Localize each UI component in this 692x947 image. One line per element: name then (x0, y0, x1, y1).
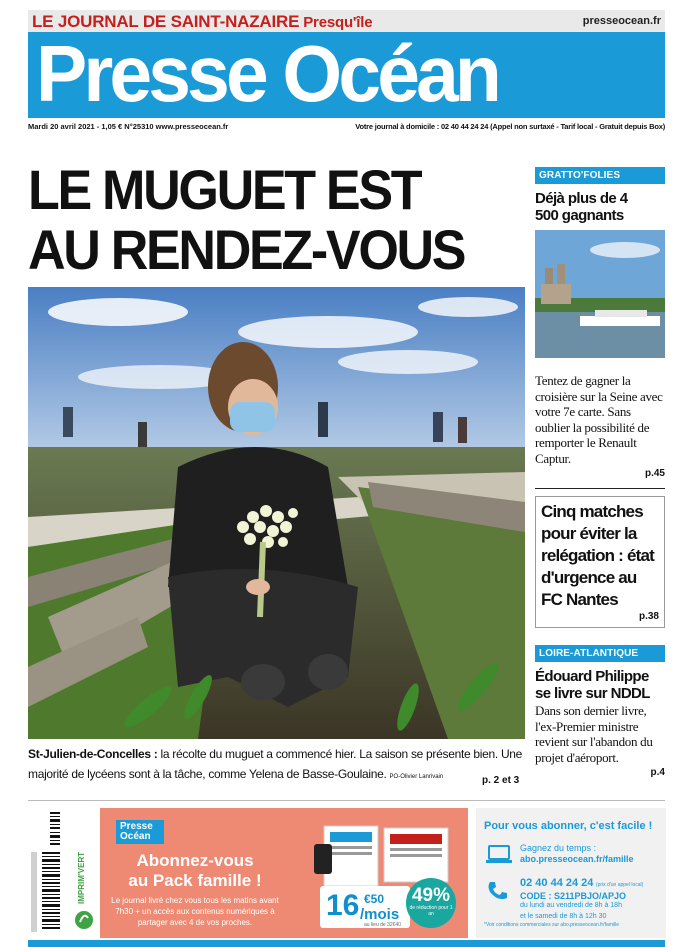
caption-place: St-Julien-de-Concelles : (28, 747, 158, 761)
price-value: 16 (326, 889, 360, 922)
main-headline (28, 160, 493, 280)
subs-web (520, 843, 634, 865)
headline-line-1: LE MUGUET EST (28, 158, 421, 221)
fc-nantes-box (535, 496, 665, 628)
bottom-bar (28, 940, 665, 947)
issue-info-line (28, 122, 665, 134)
loire-page-ref: p.4 (650, 767, 665, 778)
gratto-title: Déjà plus de 4 500 gagnants (535, 190, 628, 224)
discount-value: 49% (411, 885, 451, 906)
loire-title: Édouard Philippe se livre sur NDDL (535, 668, 650, 702)
lily-of-the-valley-harvest-photo (28, 287, 525, 739)
ad-logo: Presse Océan (116, 820, 164, 844)
journal-name (32, 12, 372, 32)
journal-label: LE JOURNAL DE SAINT-NAZAIRE (32, 12, 300, 31)
sidebar-divider (535, 488, 665, 489)
subs-hours-1: du lundi au vendredi de 8h à 18h (520, 902, 622, 909)
section-tag-loire: LOIRE-ATLANTIQUE (535, 645, 665, 662)
price-unit: /mois (360, 906, 400, 923)
phone-icon (486, 880, 508, 902)
subs-code: CODE : S211PBJO/APJO (520, 890, 627, 901)
headline-line-2: AU RENDEZ-VOUS (28, 218, 465, 281)
cruise-photo (535, 230, 665, 358)
fc-nantes-page-ref: p.38 (638, 611, 659, 622)
edition-label: Presqu'île (303, 14, 373, 31)
photo-credit: PO-Olivier Lanrivain (389, 774, 444, 780)
ad-headline-2: au Pack famille ! (128, 871, 262, 890)
main-photo (28, 287, 525, 739)
ad-price (320, 886, 410, 928)
main-page-reference: p. 2 et 3 (482, 775, 520, 786)
price-cents: €50 (364, 892, 385, 906)
masthead-banner (28, 32, 665, 118)
subs-phone-number[interactable]: 02 40 44 24 24 (520, 877, 594, 889)
barcode (28, 808, 64, 936)
ad-headline (110, 851, 280, 891)
subscription-ad[interactable] (100, 808, 468, 938)
subs-web-url[interactable]: abo.presseocean.fr/famille (520, 854, 634, 864)
section-tag-gratto: GRATTO'FOLIES (535, 167, 665, 184)
sidebar-gratto (535, 167, 665, 224)
newspaper-logo: Presse Océan (36, 32, 499, 118)
subs-title: Pour vous abonner, c'est facile ! (484, 820, 653, 832)
fc-nantes-title: Cinq matches pour éviter la relégation : état d'urgence au FC Nantes (541, 502, 654, 609)
subs-web-label: Gagnez du temps : (520, 843, 597, 853)
discount-badge (406, 878, 456, 928)
subscription-info (476, 808, 666, 938)
gratto-page-ref: p.45 (644, 468, 665, 479)
masthead-topbar (28, 10, 665, 32)
imprim-vert-label: IMPRIM'VERT (77, 851, 86, 904)
footer-divider (28, 800, 665, 801)
subs-phone (520, 878, 643, 922)
laptop-icon (486, 844, 512, 864)
seine-cruise-image (535, 230, 665, 358)
service-phone-line: Votre journal à domicile : 02 40 44 24 24 (Appel non surtaxé - Tarif local - Gratuit depuis Box) (355, 122, 665, 131)
issue-date: Mardi 20 avril 2021 - 1,05 € N°25310 www.presseocean.fr (28, 122, 229, 131)
price-regular: au lieu de 32€40 (364, 922, 401, 928)
photo-caption (28, 744, 525, 787)
ad-subtext: Le journal livré chez vous tous les matins avant 7h30 + un accès aux contenus numériques à partager avec 4 de vos proches. (111, 896, 279, 927)
caption-text: la récolte du muguet a commencé hier. La saison se présente bien. Une majorité de lycéens sont à la tâche, comme Yelena de Basse-Goulaine. (28, 747, 523, 781)
gratto-article (535, 373, 665, 479)
website-link[interactable]: presseocean.fr (582, 15, 661, 27)
subs-hours-2: et le samedi de 8h à 12h 30 (520, 912, 607, 920)
subs-phone-info: (prix d'un appel local) (595, 882, 644, 888)
sidebar-loire (535, 645, 665, 778)
subs-note: *Voir conditions commerciales sur abo.presseocean.fr/famille (484, 922, 620, 928)
loire-text: Dans son dernier livre, l'ex-Premier ministre revient sur l'abandon du projet d'aéroport. (535, 703, 653, 765)
gratto-text: Tentez de gagner la croisière sur la Seine avec votre 7e carte. Sans oublier la possibilité de remporter le Renault Captur. (535, 373, 663, 466)
discount-text: de réduction pour 1 an (409, 905, 453, 917)
imprim-vert-logo (70, 816, 98, 934)
ad-headline-1: Abonnez-vous (136, 851, 254, 870)
